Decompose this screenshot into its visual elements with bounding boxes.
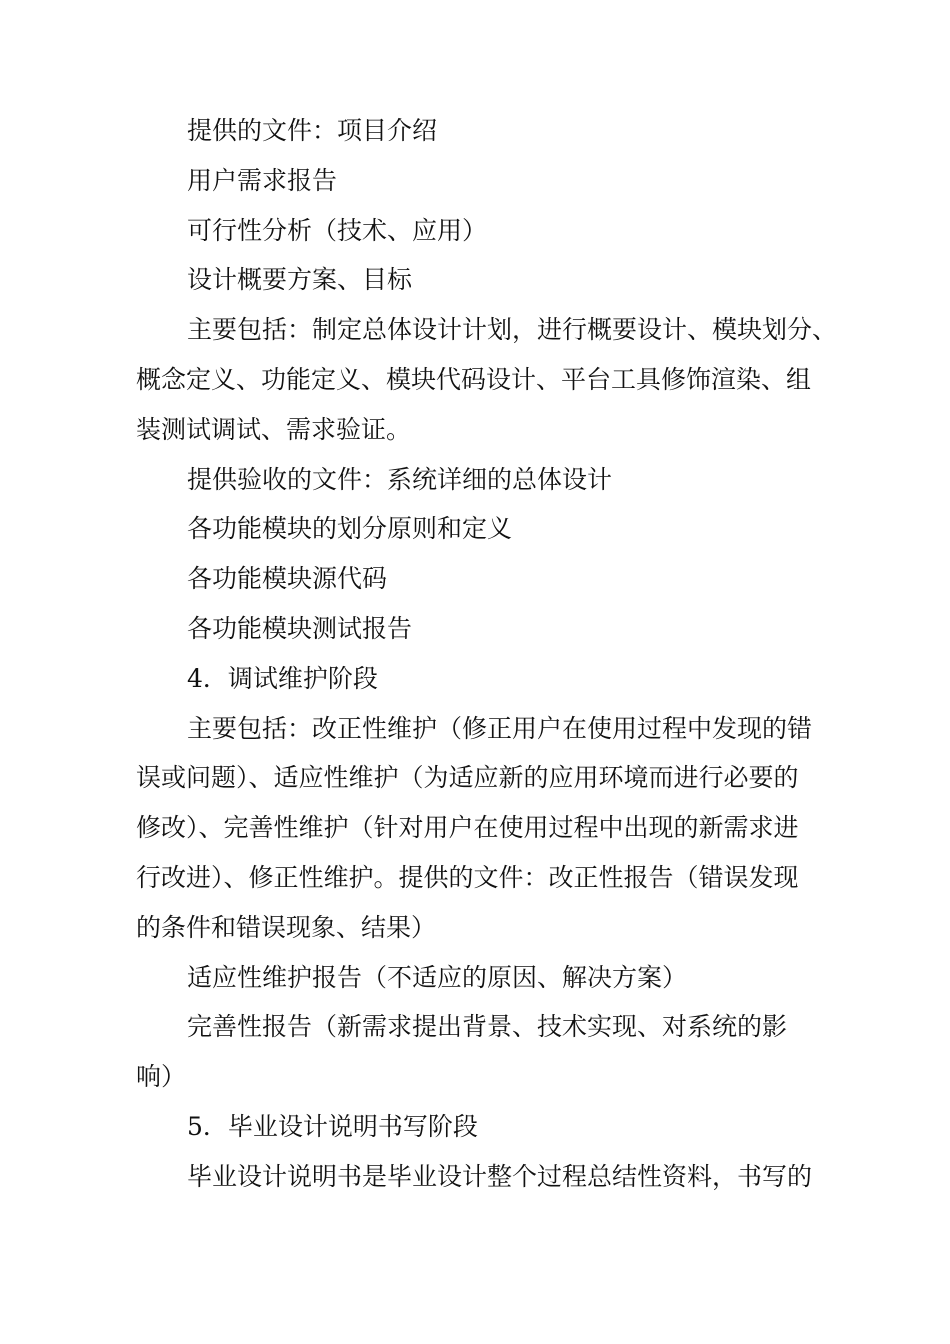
text-line: 提供验收的文件：系统详细的总体设计: [187, 464, 613, 494]
text-line: 的条件和错误现象、结果）: [136, 912, 437, 942]
text-line: 行改进）、修正性维护。提供的文件：改正性报告（错误发现: [136, 862, 799, 892]
document-body: [136, 106, 836, 1202]
text-line: 提供的文件：项目介绍: [187, 116, 438, 145]
text-line: 4．调试维护阶段: [187, 663, 378, 693]
text-line: 设计概要方案、目标: [187, 265, 413, 295]
text-line: 各功能模块测试报告: [187, 613, 413, 643]
text-line: 各功能模块源代码: [187, 564, 388, 594]
text-line: 装测试调试、需求验证。: [136, 414, 412, 444]
text-line: 5．毕业设计说明书写阶段: [187, 1111, 478, 1141]
text-line: 可行性分析（技术、应用）: [187, 215, 488, 245]
text-line: 用户需求报告: [187, 165, 338, 195]
text-line: 概念定义、功能定义、模块代码设计、平台工具修饰渲染、组: [136, 364, 812, 394]
text-line: 适应性维护报告（不适应的原因、解决方案）: [187, 962, 688, 992]
text-line: 主要包括：制定总体设计计划，进行概要设计、模块划分、: [187, 315, 838, 345]
text-line: 主要包括：改正性维护（修正用户在使用过程中发现的错: [187, 713, 813, 743]
text-line: 修改）、完善性维护（针对用户在使用过程中出现的新需求进: [136, 813, 799, 843]
text-line: 误或问题）、适应性维护（为适应新的应用环境而进行必要的: [136, 763, 799, 793]
text-line: 各功能模块的划分原则和定义: [187, 514, 513, 544]
text-line: 毕业设计说明书是毕业设计整个过程总结性资料，书写的: [187, 1161, 813, 1191]
text-line: 完善性报告（新需求提出背景、技术实现、对系统的影: [187, 1012, 788, 1042]
text-line: 响）: [136, 1062, 187, 1092]
